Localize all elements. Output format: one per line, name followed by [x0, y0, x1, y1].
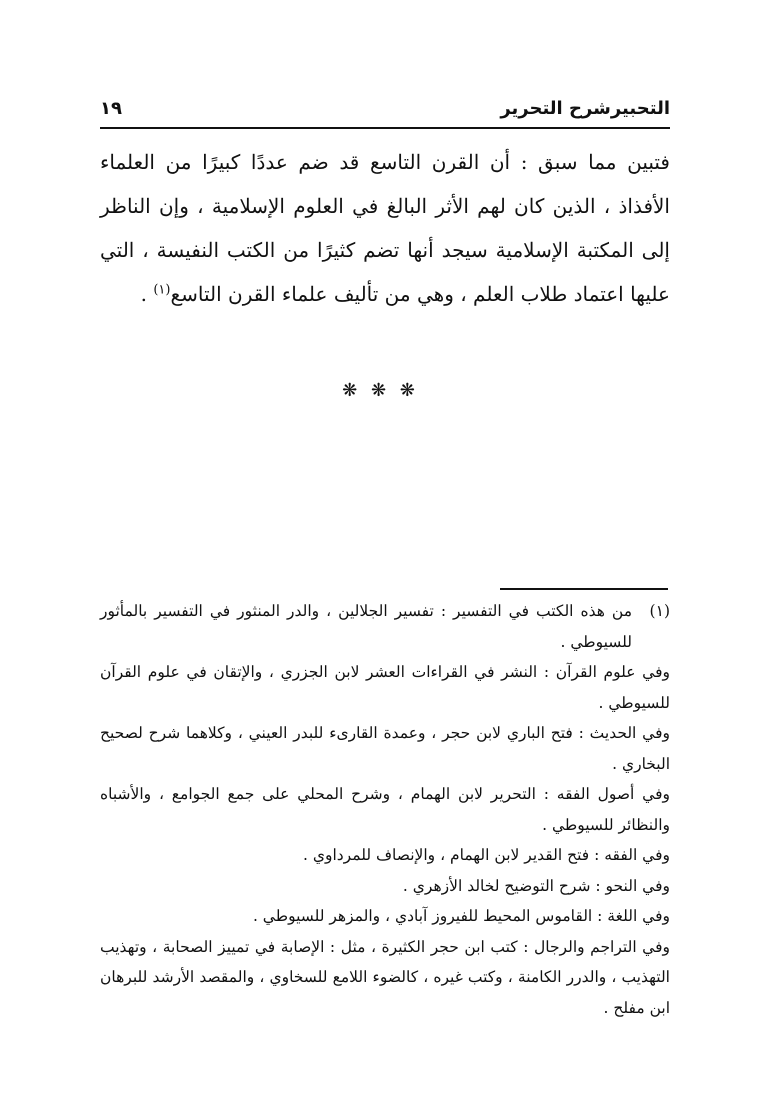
footnote-item: وفي أصول الفقه : التحرير لابن الهمام ، وشرح المحلي على جمع الجوامع ، والأشباه والنظائر للسيوطي .: [100, 785, 670, 834]
footnotes: [100, 596, 670, 1023]
footnote-item: وفي التراجم والرجال : كتب ابن حجر الكثيرة ، مثل : الإصابة في تمييز الصحابة ، وتهذيب التهذيب ، والدرر الكامنة ، وكتب غيره ، كالضوء اللامع للسخاوي ، والمقصد الأرشد للبرهان ابن مفلح .: [100, 937, 670, 1017]
paragraph-end: .: [140, 282, 154, 306]
footnote-item: [100, 596, 670, 657]
footnote-item: وفي النحو : شرح التوضيح لخالد الأزهري .: [402, 876, 670, 895]
footnote-item: وفي علوم القرآن : النشر في القراءات العشر لابن الجزري ، والإتقان في علوم القرآن للسيوطي .: [100, 663, 670, 712]
main-paragraph: [100, 140, 670, 316]
footnote-text: من هذه الكتب في التفسير : تفسير الجلالين ، والدر المنثور في التفسير بالمأثور للسيوطي .: [100, 602, 632, 651]
section-separator: ❋ ❋ ❋: [342, 380, 419, 401]
footnote-number: (١): [649, 602, 670, 620]
footnote-marker: (١): [153, 282, 171, 298]
paragraph-text: فتبين مما سبق : أن القرن التاسع قد ضم عددًا كبيرًا من العلماء الأفذاذ ، الذين كان لهم الأثر البالغ في العلوم الإسلامية ، وإن الناظر إلى المكتبة الإسلامية سيجد أنها تضم كثيرًا من الكتب النفيسة ، التي عليها اعتماد طلاب العلم ، وهي من تأليف علماء القرن التاسع: [100, 150, 670, 306]
footnote-rule: [500, 588, 668, 590]
page-number: ١٩: [100, 98, 122, 119]
footnote-item: وفي اللغة : القاموس المحيط للفيروز آبادي ، والمزهر للسيوطي .: [252, 907, 670, 925]
main-text: [100, 140, 670, 316]
running-header: [100, 98, 670, 126]
footnote-item: وفي الفقه : فتح القدير لابن الهمام ، والإنصاف للمرداوي .: [303, 846, 670, 864]
footnote-item: وفي الحديث : فتح الباري لابن حجر ، وعمدة القارىء للبدر العيني ، وكلاهما شرح لصحيح البخاري .: [100, 724, 670, 773]
header-rule: [100, 127, 670, 129]
running-title: التحبيرشرح التحرير: [500, 98, 670, 119]
